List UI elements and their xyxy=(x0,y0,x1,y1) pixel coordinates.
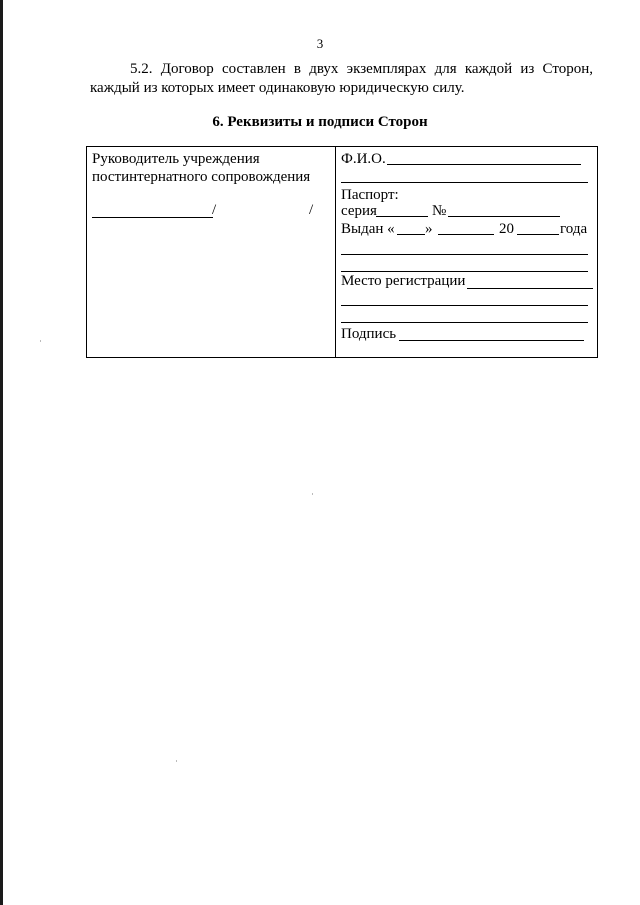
left-signature-slash-1: / xyxy=(212,202,217,218)
issued-year-line[interactable] xyxy=(517,234,559,235)
scan-speck xyxy=(176,760,177,762)
page-edge xyxy=(0,0,3,905)
fio-line-2[interactable] xyxy=(341,182,588,183)
issued-close-quote: » xyxy=(425,221,433,237)
issued-month-line[interactable] xyxy=(438,234,494,235)
left-party-title-line2: постинтернатного сопровождения xyxy=(92,169,311,185)
fio-line[interactable] xyxy=(387,164,581,165)
issued-day-line[interactable] xyxy=(397,234,425,235)
series-label: серия xyxy=(341,203,377,219)
registration-line-1[interactable] xyxy=(467,288,593,289)
left-signature-slash-2: / xyxy=(309,202,314,218)
column-divider xyxy=(335,147,336,357)
left-party-title-line1: Руководитель учреждения xyxy=(92,151,260,167)
fio-label: Ф.И.О. xyxy=(341,151,386,167)
scan-speck xyxy=(40,340,41,342)
issued-label: Выдан « xyxy=(341,221,395,237)
year-suffix: года xyxy=(560,221,588,237)
signatures-table xyxy=(86,146,598,358)
registration-line-2[interactable] xyxy=(341,305,588,306)
number-label: № xyxy=(432,203,447,219)
registration-line-3[interactable] xyxy=(341,322,588,323)
left-signature-line[interactable] xyxy=(92,217,213,218)
signature-label: Подпись xyxy=(341,326,397,342)
clause-line-1: 5.2. Договор составлен в двух экземплярах для каждой из Сторон, xyxy=(130,61,593,77)
number-line[interactable] xyxy=(448,216,560,217)
scan-speck xyxy=(312,493,313,495)
page-number: 3 xyxy=(316,36,324,51)
signature-line[interactable] xyxy=(399,340,584,341)
issued-by-line-1[interactable] xyxy=(341,254,588,255)
passport-label: Паспорт: xyxy=(341,187,399,203)
section-heading: 6. Реквизиты и подписи Сторон xyxy=(212,114,428,130)
series-line[interactable] xyxy=(376,216,428,217)
clause-5-2 xyxy=(90,60,593,98)
clause-line-2: каждый из которых имеет одинаковую юридическую силу. xyxy=(90,80,465,96)
year-prefix: 20 xyxy=(499,221,514,237)
registration-label: Место регистрации xyxy=(341,273,466,289)
